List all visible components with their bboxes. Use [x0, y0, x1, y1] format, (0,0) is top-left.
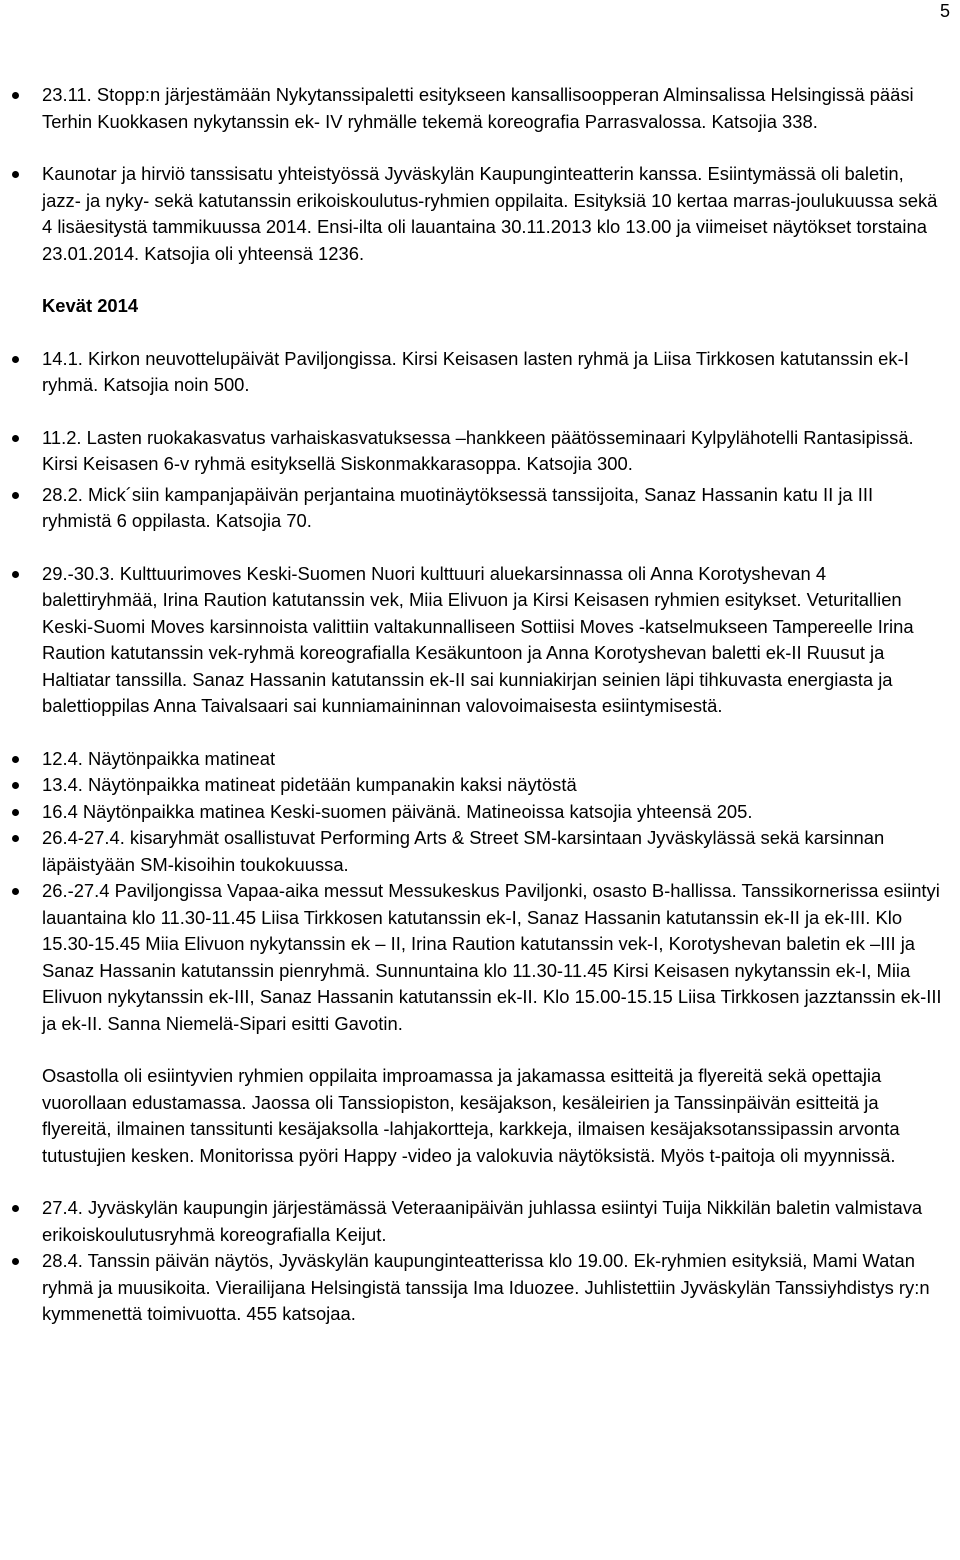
page-number: 5	[939, 1, 950, 21]
bullet-icon	[12, 435, 19, 442]
item-text: 27.4. Jyväskylän kaupungin järjestämässä Veteraanipäivän juhlassa esiintyi Tuija Nikkilän baletin valmistava erikoiskoulutusryhmä koreografialla Keijut.	[42, 1197, 923, 1245]
bullet-icon	[12, 782, 19, 789]
bullet-icon	[12, 835, 19, 842]
list-item	[0, 482, 942, 535]
list-item	[0, 561, 942, 720]
item-text: 26.4-27.4. kisaryhmät osallistuvat Performing Arts & Street SM-karsintaan Jyväskylässä sekä karsinnan läpäistyään SM-kisoihin toukokuussa.	[42, 827, 885, 875]
list-item	[0, 1195, 942, 1248]
item-text: 28.4. Tanssin päivän näytös, Jyväskylän kaupunginteatterissa klo 19.00. Ek-ryhmien esityksiä, Mami Watan ryhmä ja muusikoita. Vierailijana Helsingistä tanssija Ima Iduozee. Juhlistettiin Jyväskylän Tanssiyhdistys ry:n kymmenettä toimivuotta. 455 katsojaa.	[42, 1250, 930, 1324]
list-item	[0, 746, 942, 773]
item-text: 23.11. Stopp:n järjestämään Nykytanssipaletti esitykseen kansallisoopperan Alminsalissa Helsingissä pääsi Terhin Kuokkasen nykytanssin ek- IV ryhmälle tekemä koreografia Parrasvalossa. Katsojia 338.	[42, 84, 914, 132]
list-item	[0, 772, 942, 799]
section-heading: Kevät 2014	[42, 295, 139, 316]
item-text: 29.-30.3. Kulttuurimoves Keski-Suomen Nuori kulttuuri aluekarsinnassa oli Anna Korotyshevan 4 balettiryhmää, Irina Raution katutanssin vek, Miia Elivuon ja Kirsi Keisasen ryhmien esitykset. Veturitallien Keski-Suomi Moves karsinnoista valittiin valtakunnalliseen Sottiisi Moves -katselmukseen Tampereelle Irina Raution katutanssin vek-ryhmä koreografialla Kesäkuntoon ja Anna Korotyshevan baletti ek-II Ruusut ja Haltiatar tanssilla. Sanaz Hassanin katutanssin ek-II sai kunniakirjan seinien läpi tihkuvasta energiasta ja balettioppilas Anna Taivalsaari sai kunniamaininnan valovoimaisesta esiintymisestä.	[42, 562, 914, 716]
item-text: 12.4. Näytönpaikka matineat	[42, 747, 276, 769]
bullet-icon	[12, 356, 19, 363]
item-text: Kaunotar ja hirviö tanssisatu yhteistyössä Jyväskylän Kaupunginteatterin kanssa. Esiintymässä oli baletin, jazz- ja nyky- sekä katutanssin erikoiskoulutus-ryhmien oppilaita. Esityksiä 10 kertaa marras-joulukuussa sekä 4 lisäesitystä tammikuussa 2014. Ensi-ilta oli lauantaina 30.11.2013 klo 13.00 ja viimeiset näytökset torstaina 23.01.2014. Katsojia oli yhteensä 1236.	[42, 163, 938, 264]
item-text: 16.4 Näytönpaikka matinea Keski-suomen päivänä. Matineoissa katsojia yhteensä 205.	[42, 800, 753, 822]
bullet-icon	[12, 809, 19, 816]
bullet-icon	[12, 756, 19, 763]
paragraph: Osastolla oli esiintyvien ryhmien oppilaita improamassa ja jakamassa esitteitä ja flyereitä sekä opettajia vuorollaan edustamassa. Jaossa oli Tanssiopiston, kesäjakson, kesäleirien ja Tanssinpäivän esitteitä ja flyereitä, ilmainen tanssitunti kesäjaksolla -lahjakortteja, karkkeja, ilmaisen kesäjaksotanssipassin arvonta tutustujien kesken. Monitorissa pyöri Happy -video ja valokuvia näytöksistä. Myös t-paitoja oli myynnissä.	[42, 1065, 900, 1166]
list-item	[0, 346, 942, 399]
item-text: 13.4. Näytönpaikka matineat pidetään kumpanakin kaksi näytöstä	[42, 774, 577, 795]
list-item	[0, 1248, 942, 1328]
list-item	[0, 161, 942, 267]
bullet-icon	[12, 571, 19, 578]
bullet-icon	[12, 1205, 19, 1212]
document-body	[0, 82, 960, 1328]
bullet-icon	[12, 171, 19, 178]
item-text: 28.2. Mick´siin kampanjapäivän perjantaina muotinäytöksessä tanssijoita, Sanaz Hassanin katu II ja III ryhmistä 6 oppilasta. Katsojia 70.	[42, 483, 874, 531]
bullet-icon	[12, 888, 19, 895]
bullet-icon	[12, 492, 19, 499]
item-text: 26.-27.4 Paviljongissa Vapaa-aika messut Messukeskus Paviljonki, osasto B-hallissa. Tanssikornerissa esiintyi lauantaina klo 11.30-11.45 Liisa Tirkkosen katutanssin ek-I, Sanaz Hassanin katutanssin ek-II ja ek-III. Klo 15.30-15.45 Miia Elivuon nykytanssin ek – II, Irina Raution katutanssin vek-I, Korotyshevan baletin ek –III ja Sanaz Hassanin katutanssin pienryhmä. Sunnuntaina klo 11.30-11.45 Kirsi Keisasen nykytanssin ek-I, Miia Elivuon nykytanssin ek-III, Sanaz Hassanin katutanssin ek-II. Klo 15.00-15.15 Liisa Tirkkosen jazztanssin ek-III ja ek-II. Sanna Niemelä-Sipari esitti Gavotin.	[42, 880, 942, 1034]
item-text: 11.2. Lasten ruokakasvatus varhaiskasvatuksessa –hankkeen päätösseminaari Kylpylähotelli Rantasipissä. Kirsi Keisasen 6-v ryhmä esityksellä Siskonmakkarasoppa. Katsojia 300.	[42, 426, 914, 474]
list-item	[0, 82, 942, 135]
list-item	[0, 825, 942, 878]
list-item	[0, 878, 942, 1037]
list-item	[0, 799, 942, 826]
bullet-icon	[12, 1258, 19, 1265]
list-item	[0, 425, 942, 478]
bullet-icon	[12, 92, 19, 99]
item-text: 14.1. Kirkon neuvottelupäivät Paviljongissa. Kirsi Keisasen lasten ryhmä ja Liisa Tirkkosen katutanssin ek-I ryhmä. Katsojia noin 500.	[42, 347, 909, 395]
